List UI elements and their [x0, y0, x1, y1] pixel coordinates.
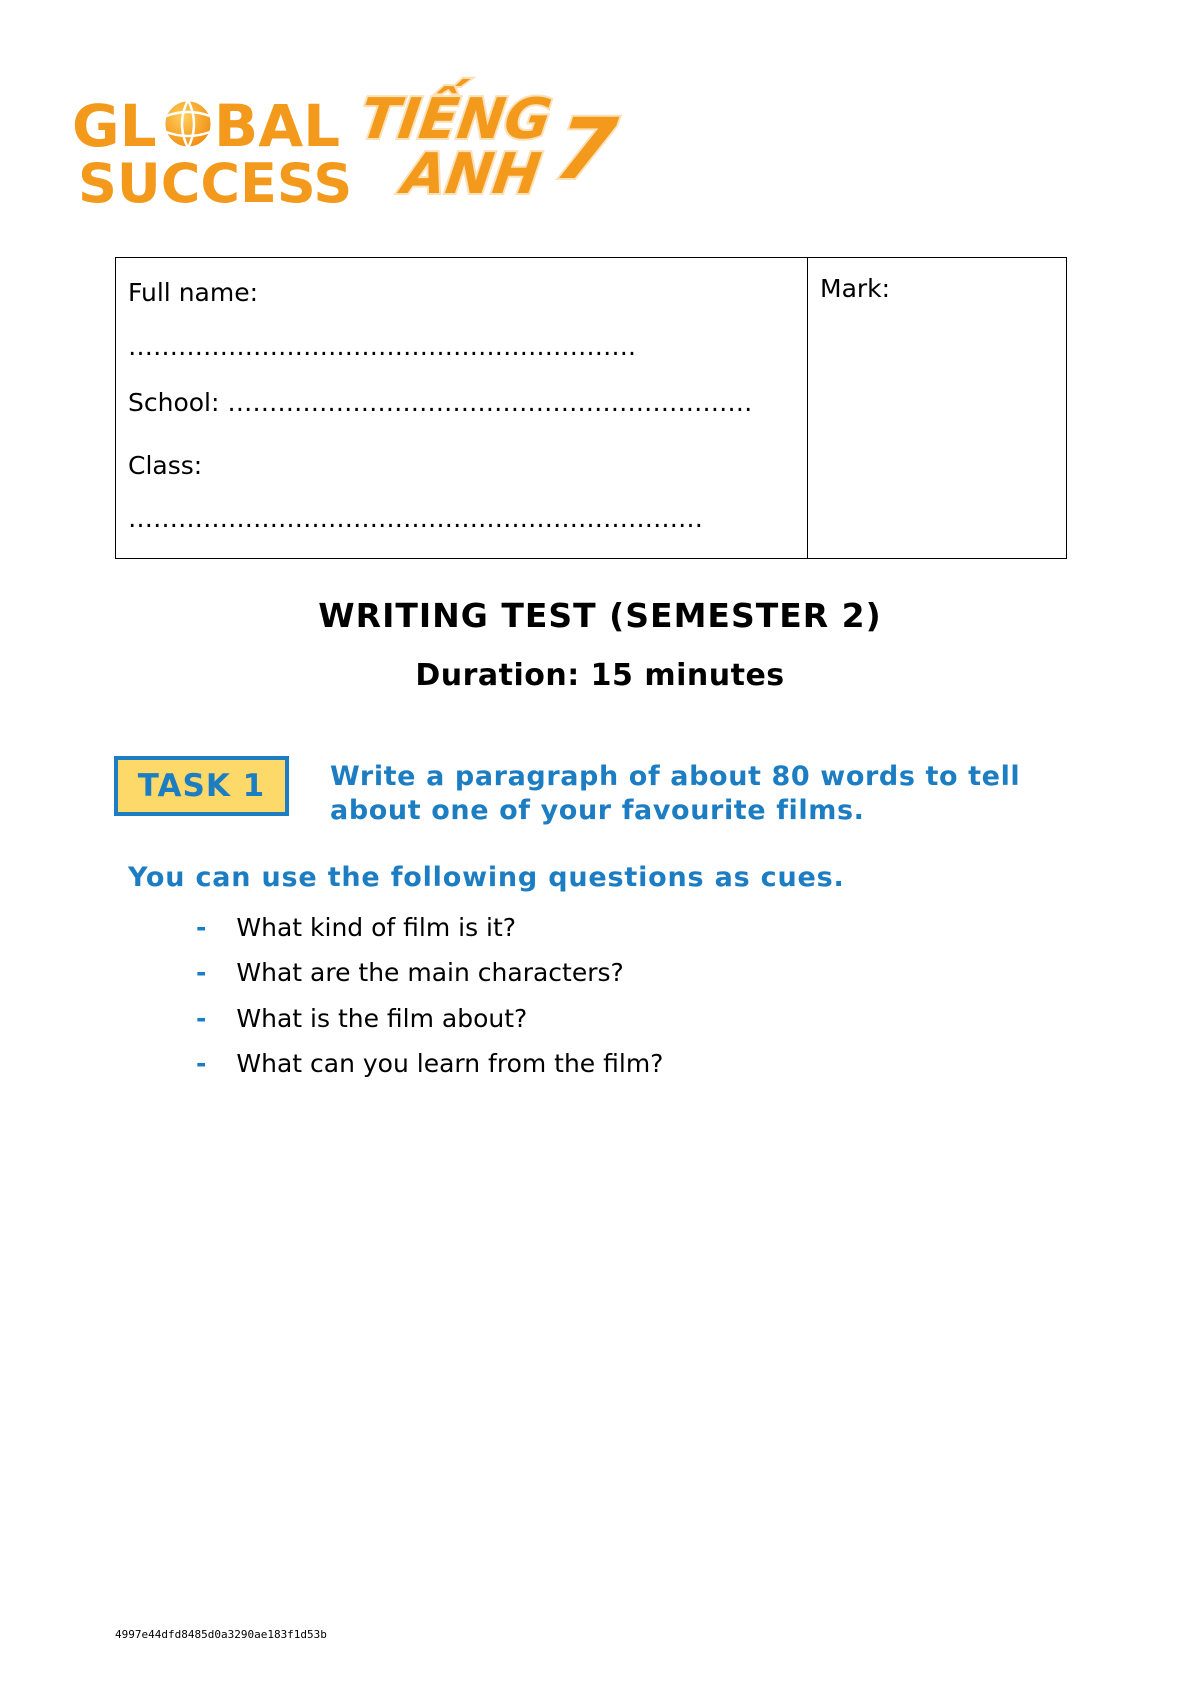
cue-text: What can you learn from the film? — [236, 1049, 664, 1078]
cue-item — [196, 958, 624, 987]
student-info-table — [115, 257, 1067, 559]
bullet-dash-icon: - — [196, 1004, 207, 1033]
bullet-dash-icon: - — [196, 913, 207, 942]
global-success-tieng-anh-7-logo — [68, 68, 622, 215]
cue-item — [196, 913, 516, 942]
logo-brand-line1: GL — [72, 92, 157, 160]
document-hash-code: 4997e44dfd8485d0a3290ae183f1d53b — [115, 1628, 327, 1641]
cues-title: You can use the following questions as cues. — [128, 862, 845, 893]
task-badge: TASK 1 — [114, 756, 289, 816]
test-title: WRITING TEST (SEMESTER 2) — [318, 596, 882, 635]
test-duration: Duration: 15 minutes — [415, 658, 785, 693]
bullet-dash-icon: - — [196, 1049, 207, 1078]
class-label: Class: — [128, 451, 203, 480]
class-field[interactable]: …………………………………………………………… — [128, 504, 703, 533]
cue-item — [196, 1004, 527, 1033]
cue-text: What kind of film is it? — [236, 913, 517, 942]
logo-grade: 7 — [549, 100, 622, 198]
logo-product-line1: TIẾNG — [356, 87, 556, 152]
task-instruction: Write a paragraph of about 80 words to tell about one of your favourite films. — [330, 761, 1021, 826]
cue-text: What are the main characters? — [236, 958, 624, 987]
cue-item — [196, 1049, 663, 1078]
logo-product-line2: ANH — [398, 142, 545, 207]
globe-icon — [164, 100, 212, 148]
full-name-label: Full name: — [128, 278, 259, 307]
cue-text: What is the film about? — [236, 1004, 528, 1033]
full-name-field[interactable]: ……………………………………………………. — [128, 332, 636, 361]
mark-cell — [808, 258, 1066, 558]
logo-brand-line2: SUCCESS — [78, 152, 353, 215]
bullet-dash-icon: - — [196, 958, 207, 987]
school-field[interactable]: School: ……………………………………………………… — [128, 388, 753, 417]
mark-label: Mark: — [820, 274, 891, 303]
svg-text:BAL: BAL — [214, 92, 341, 160]
student-details-cell — [116, 258, 808, 558]
